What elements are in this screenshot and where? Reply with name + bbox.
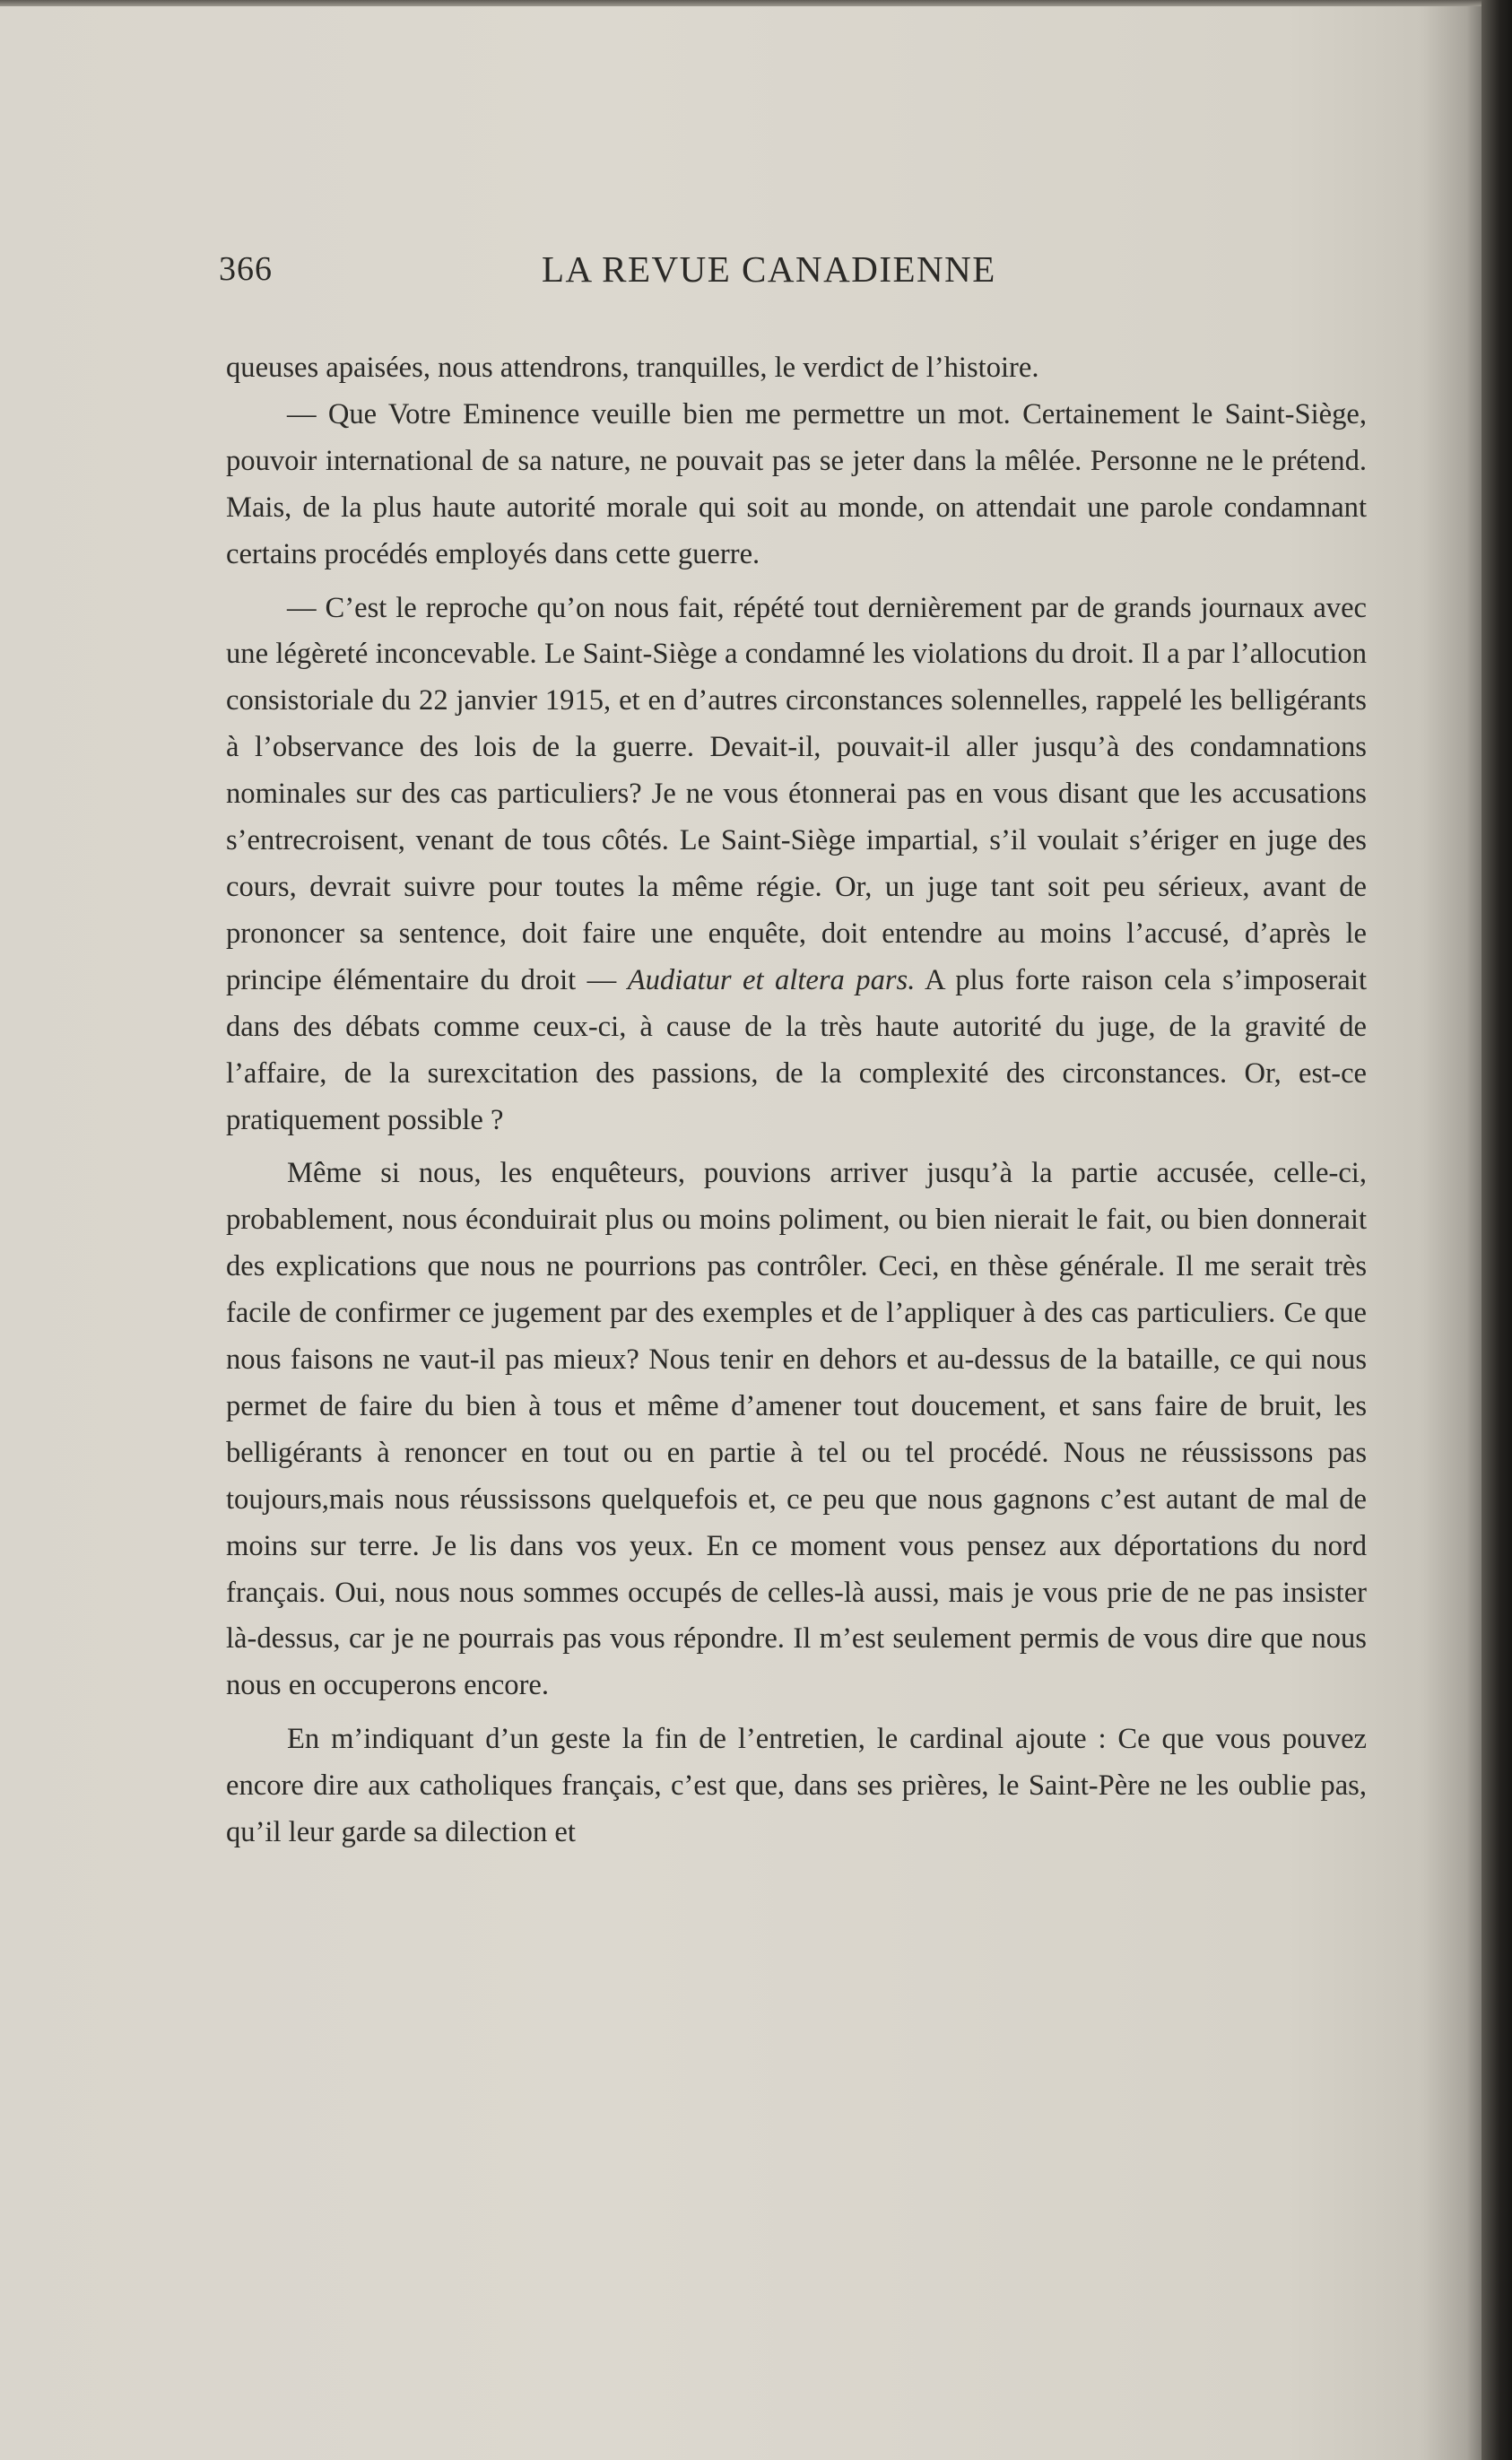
reply-text-end: A plus forte raison cela s’imposerait dans des débats comme ceux-ci, à cause de la très haute autorité du juge, de la gravité de l’affaire, de la surexcitation des passions, de la complexité des circonstances. Or, est-ce pratiquement possible ? bbox=[226, 963, 1367, 1136]
paragraph-continuation: queuses apaisées, nous attendrons, tranquilles, le verdict de l’histoire. bbox=[226, 352, 1039, 384]
page-top-edge bbox=[0, 0, 1512, 6]
latin-maxim: Audiatur et altera pars. bbox=[627, 963, 916, 996]
page-binding-shadow bbox=[1482, 0, 1512, 2460]
body-text bbox=[226, 345, 1367, 1856]
paragraph-closing: En m’indiquant d’un geste la fin de l’entretien, le cardinal ajoute : Ce que vous pouvez encore dire aux catholiques français, c’est que, dans ses prières, le Saint-Père ne les oublie pas, qu’il leur garde sa dilection et bbox=[226, 1723, 1367, 1849]
paragraph-continued-reply: Même si nous, les enquêteurs, pouvions arriver jusqu’à la partie accusée, celle-ci, probablement, nous éconduirait plus ou moins poliment, ou bien nierait le fait, ou bien donnerait des explications que nous ne pourrions pas contrôler. Ceci, en thèse générale. Il me serait très facile de confirmer ce jugement par des exemples et de l’appliquer à des cas particuliers. Ce que nous faisons ne vaut-il pas mieux? Nous tenir en dehors et au-dessus de la bataille, ce qui nous permet de faire du bien à tous et même d’amener tout doucement, et sans faire de bruit, les belligérants à renoncer en tout ou en partie à tel ou tel procédé. Nous ne réussissons pas toujours,mais nous réussissons quelquefois et, ce peu que nous gagnons c’est autant de mal de moins sur terre. Je lis dans vos yeux. En ce moment vous pensez aux déportations du nord français. Oui, nous nous sommes occupés de celles-là aussi, mais je vous prie de ne pas insister là-dessus, car je ne pourrais pas vous répondre. Il m’est seulement permis de vous dire que nous nous en occuperons encore. bbox=[226, 1157, 1367, 1702]
reply-text-start: — C’est le reproche qu’on nous fait, répété tout dernièrement par de grands journaux avec une légèreté inconcevable. Le Saint-Siège a condamné les violations du droit. Il a par l’allocution consistoriale du 22 janvier 1915, et en d’autres circonstances solennelles, rappelé les belligérants à l’observance des lois de la guerre. Devait-il, pouvait-il aller jusqu’à des condamnations nominales sur des cas particuliers? Je ne vous étonnerai pas en vous disant que les accusations s’entrecroisent, venant de tous côtés. Le Saint-Siège impartial, s’il voulait s’ériger en juge des cours, devrait suivre pour toutes la même régie. Or, un juge tant soit peu sérieux, avant de prononcer sa sentence, doit faire une enquête, doit entendre au moins l’accusé, d’après le principe élémentaire du droit — bbox=[226, 591, 1367, 996]
paragraph-reply bbox=[226, 586, 1367, 1144]
journal-title: LA REVUE CANADIENNE bbox=[542, 248, 996, 290]
page-number: 366 bbox=[219, 250, 273, 288]
paragraph-question: — Que Votre Eminence veuille bien me permettre un mot. Certainement le Saint-Siège, pouvoir international de sa nature, ne pouvait pas se jeter dans la mêlée. Personne ne le prétend. Mais, de la plus haute autorité morale qui soit au monde, on attendait une parole condamnant certains procédés employés dans cette guerre. bbox=[226, 397, 1367, 570]
running-head bbox=[219, 242, 1053, 296]
